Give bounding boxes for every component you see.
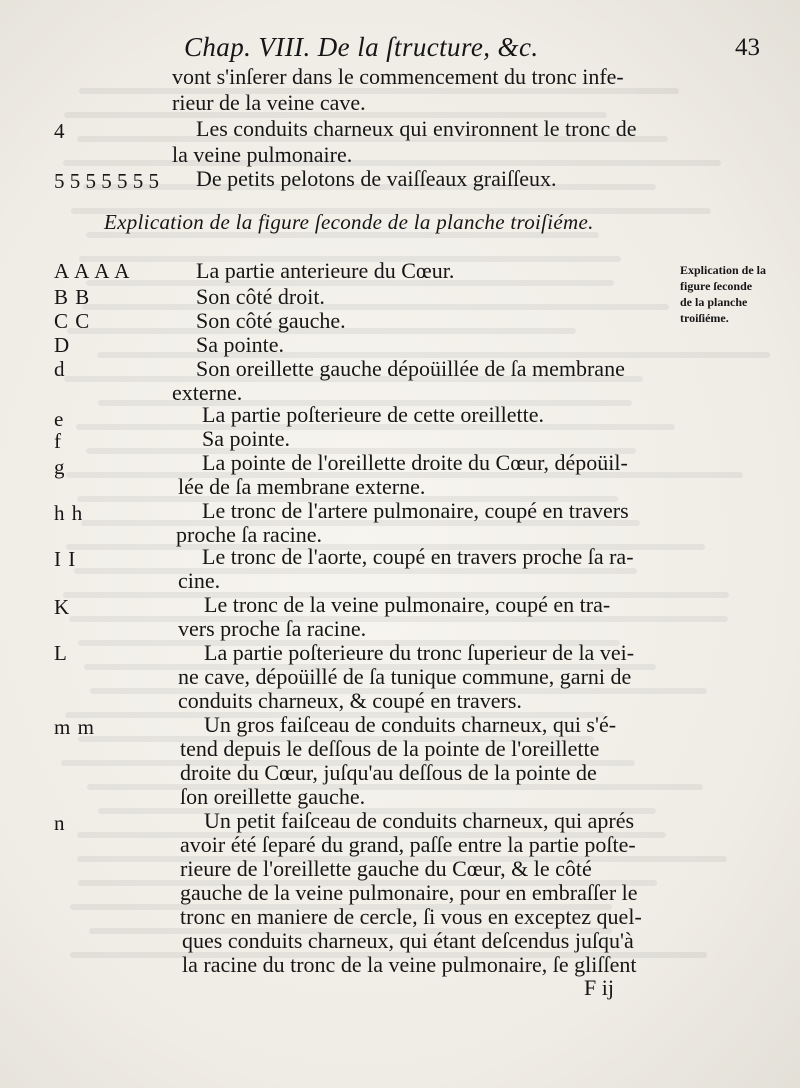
text-line: la racine du tronc de la veine pulmonaire, ſe gliſſent [182, 952, 637, 977]
figure-key: n [54, 811, 66, 835]
text-line: Les conduits charneux qui environnent le tronc de [196, 116, 637, 141]
figure-key: 4 [54, 119, 66, 143]
figure-key: L [54, 641, 68, 665]
figure-key: m m [54, 715, 95, 739]
text-line: La partie poſterieure du tronc ſuperieur de la vei- [204, 640, 635, 665]
text-line: Sa pointe. [196, 332, 284, 357]
text-line: Son côté gauche. [196, 308, 346, 333]
text-line: rieur de la veine cave. [172, 90, 366, 115]
text-line: Un gros faiſceau de conduits charneux, qui s'é- [204, 712, 617, 737]
figure-key: C C [54, 309, 91, 333]
figure-key: f [54, 429, 62, 453]
figure-key: I I [54, 547, 77, 571]
text-line: La pointe de l'oreillette droite du Cœur, dépoüil- [202, 450, 628, 475]
text-line: proche ſa racine. [176, 522, 322, 547]
figure-key: D [54, 333, 71, 357]
text-line: droite du Cœur, juſqu'au deſſous de la pointe de [180, 760, 597, 785]
text-line: De petits pelotons de vaiſſeaux graiſſeux. [196, 166, 557, 191]
running-header [170, 30, 770, 64]
text-line: Le tronc de la veine pulmonaire, coupé en tra- [204, 592, 611, 617]
text-line: rieure de l'oreillette gauche du Cœur, & le côté [180, 856, 592, 881]
text-line: Le tronc de l'artere pulmonaire, coupé en travers [202, 498, 629, 523]
text-line: lée de ſa membrane externe. [178, 474, 426, 499]
figure-key: B B [54, 285, 91, 309]
text-line: vont s'inſerer dans le commencement du tronc infe- [172, 64, 624, 89]
running-title: Chap. VIII. De la ſtructure, &c. [184, 32, 539, 62]
figure-key: 5 5 5 5 5 5 5 [54, 169, 159, 193]
text-line: gauche de la veine pulmonaire, pour en embraſſer le [180, 880, 638, 905]
section-heading: Explication de la figure ſeconde de la planche troiſiéme. [104, 210, 594, 234]
figure-key: K [54, 595, 71, 619]
text-line: Son oreillette gauche dépoüillée de ſa membrane [196, 356, 625, 381]
figure-key: h h [54, 501, 84, 525]
margin-note: Explication de la figure ſeconde de la planche troiſiéme. [680, 263, 767, 325]
text-line: La partie poſterieure de cette oreillette. [202, 402, 545, 427]
text-line: la veine pulmonaire. [172, 142, 353, 167]
figure-key: A A A A [54, 259, 131, 283]
text-line: La partie anterieure du Cœur. [196, 258, 455, 283]
text-line: Sa pointe. [202, 426, 290, 451]
text-line: externe. [172, 380, 243, 405]
text-line: Le tronc de l'aorte, coupé en travers proche ſa ra- [202, 544, 634, 569]
signature-mark: F ij [584, 975, 614, 1000]
text-line: conduits charneux, & coupé en travers. [178, 688, 522, 713]
text-line: Un petit faiſceau de conduits charneux, qui aprés [204, 808, 635, 833]
text-line: Son côté droit. [196, 284, 325, 309]
text-line: avoir été ſeparé du grand, paſſe entre la partie poſte- [180, 832, 636, 857]
figure-key: g [54, 455, 66, 479]
text-line: tronc en maniere de cercle, ſi vous en exceptez quel- [180, 904, 642, 929]
text-line: vers proche ſa racine. [178, 616, 367, 641]
text-line: cine. [178, 568, 221, 593]
text-line: ſon oreillette gauche. [180, 784, 366, 809]
text-line: tend depuis le deſſous de la pointe de l'oreillette [180, 736, 600, 761]
page-number: 43 [735, 34, 760, 61]
figure-key: d [54, 357, 66, 381]
text-line: ne cave, dépoüillé de ſa tunique commune, garni de [178, 664, 632, 689]
figure-key: e [54, 407, 65, 431]
text-line: ques conduits charneux, qui étant deſcendus juſqu'à [182, 928, 634, 953]
